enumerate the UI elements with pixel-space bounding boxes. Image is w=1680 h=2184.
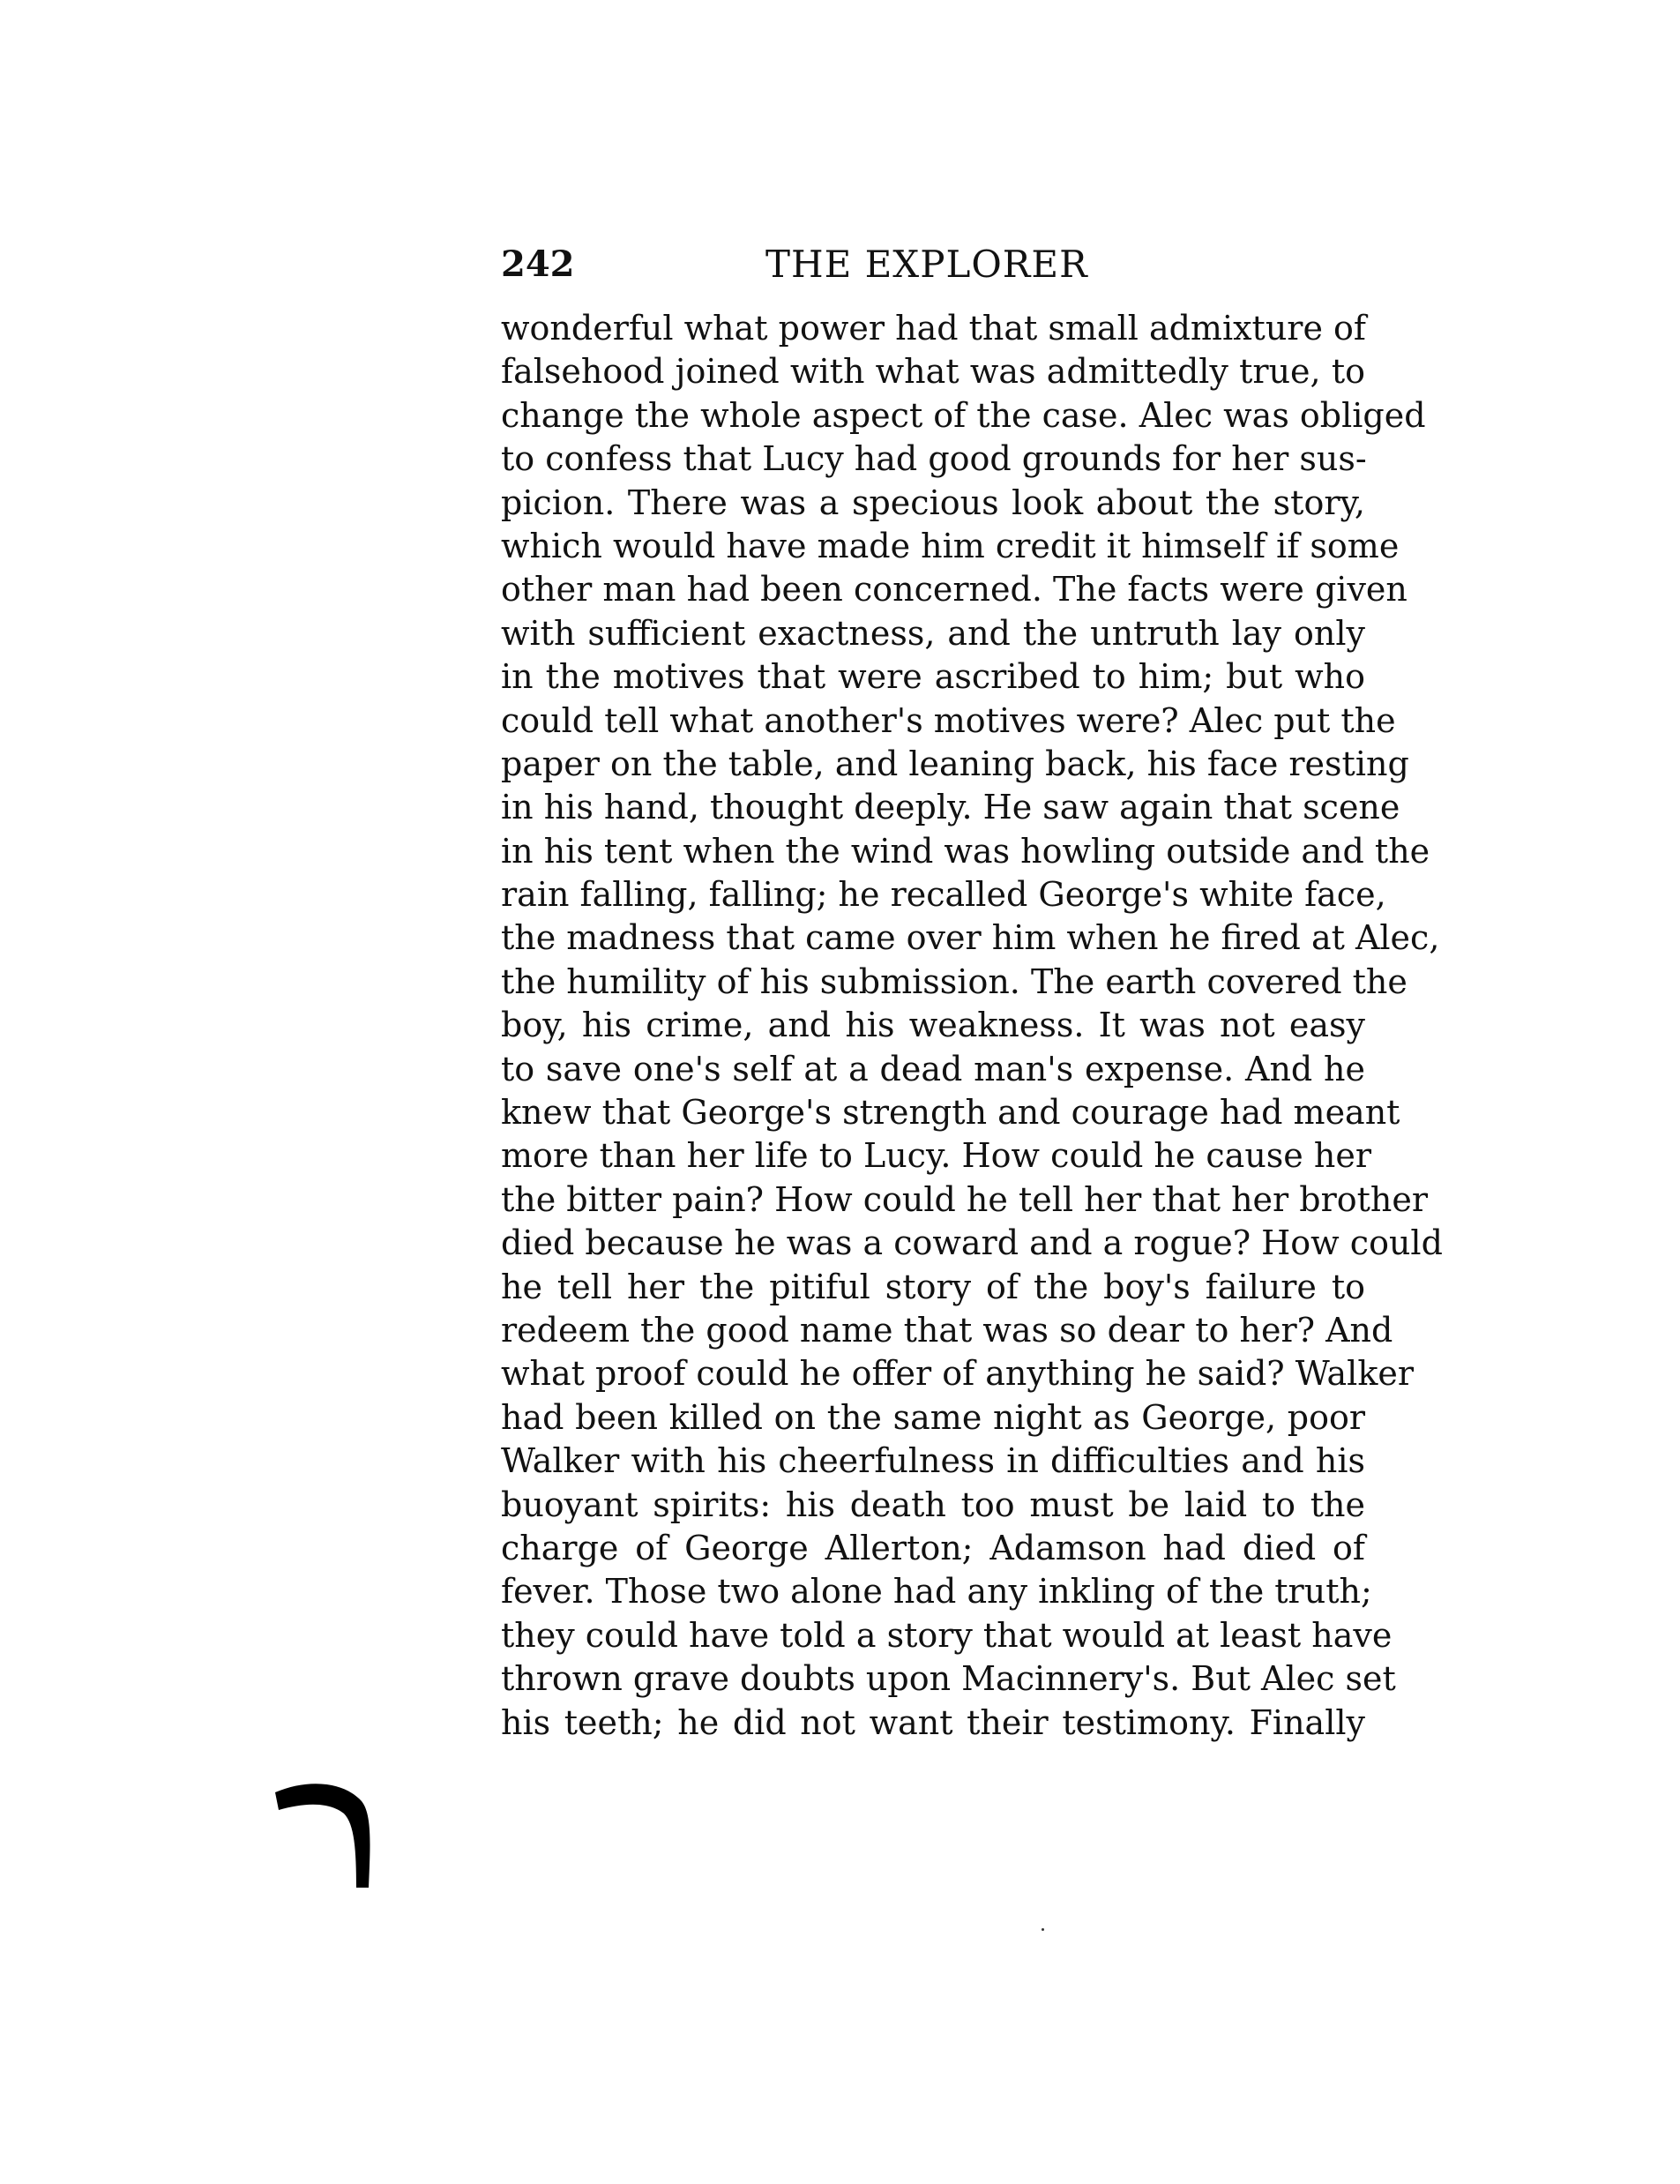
text-line: redeem the good name that was so dear to her? And xyxy=(501,1310,1393,1350)
text-line: rain falling, falling; he recalled George's white face, xyxy=(501,875,1386,915)
text-line: falsehood joined with what was admittedly true, to xyxy=(501,352,1365,392)
text-line: change the whole aspect of the case. Alec was obliged xyxy=(501,395,1426,435)
text-line: paper on the table, and leaning back, his face resting xyxy=(501,744,1409,783)
stray-dot xyxy=(1042,1928,1044,1931)
body-text xyxy=(501,307,1443,1745)
running-title: THE EXPLORER xyxy=(765,243,1088,286)
text-line: wonderful what power had that small admixture of xyxy=(501,309,1366,348)
page-number: 242 xyxy=(501,243,575,285)
text-line: he tell her the pitiful story of the boy's failure to xyxy=(501,1267,1365,1306)
text-line: picion. There was a specious look about the story, xyxy=(501,482,1365,522)
text-line: knew that George's strength and courage had meant xyxy=(501,1093,1400,1133)
page-header xyxy=(501,238,1365,291)
text-line: in his tent when the wind was howling outside and the xyxy=(501,831,1430,871)
text-line: they could have told a story that would at least have xyxy=(501,1615,1393,1655)
text-line: to save one's self at a dead man's expense. And he xyxy=(501,1049,1365,1088)
text-line: his teeth; he did not want their testimony. Finally xyxy=(501,1702,1365,1742)
text-line: to confess that Lucy had good grounds for her sus- xyxy=(501,439,1367,479)
text-line: in the motives that were ascribed to him; but who xyxy=(501,657,1365,697)
text-line: thrown grave doubts upon Macinnery's. But Alec set xyxy=(501,1659,1396,1699)
text-line: had been killed on the same night as George, poor xyxy=(501,1397,1365,1437)
text-line: charge of George Allerton; Adamson had died of xyxy=(501,1528,1365,1567)
text-line: other man had been concerned. The facts were given xyxy=(501,570,1407,610)
text-line: died because he was a coward and a rogue? How could xyxy=(501,1223,1443,1263)
text-line: Walker with his cheerfulness in difficulties and his xyxy=(501,1441,1365,1481)
text-line: buoyant spirits: his death too must be laid to the xyxy=(501,1485,1365,1524)
text-line: what proof could he offer of anything he said? Walker xyxy=(501,1354,1414,1394)
text-line: which would have made him credit it himself if some xyxy=(501,526,1400,565)
text-line: the bitter pain? How could he tell her that her brother xyxy=(501,1179,1429,1219)
text-line: more than her life to Lucy. How could he cause her xyxy=(501,1136,1371,1176)
text-line: in his hand, thought deeply. He saw again that scene xyxy=(501,788,1400,827)
text-line: with sufficient exactness, and the untruth lay only xyxy=(501,613,1365,653)
text-line: the madness that came over him when he fired at Alec, xyxy=(501,918,1440,958)
text-line: could tell what another's motives were? Alec put the xyxy=(501,700,1396,740)
text-line: fever. Those two alone had any inkling of the truth; xyxy=(501,1572,1372,1612)
bracket-mark-icon xyxy=(273,1775,379,1889)
text-line: boy, his crime, and his weakness. It was not easy xyxy=(501,1006,1365,1045)
text-line: the humility of his submission. The earth covered the xyxy=(501,961,1407,1001)
